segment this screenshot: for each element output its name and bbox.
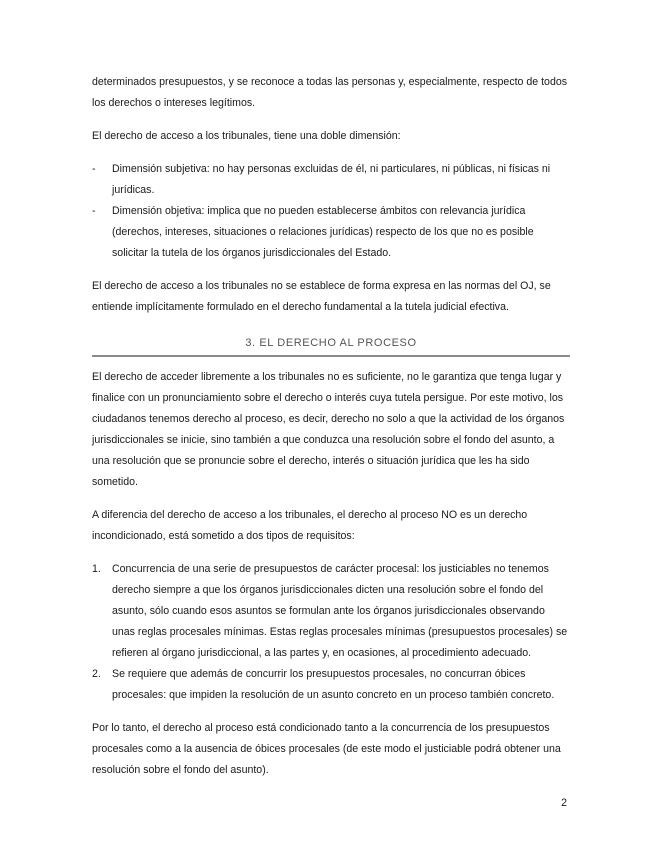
dimensions-list bbox=[92, 159, 570, 264]
paragraph-dual-dimension-intro: El derecho de acceso a los tribunales, tiene una doble dimensión: bbox=[92, 130, 401, 142]
bullet-marker: - bbox=[92, 205, 96, 217]
list-item-text: Dimensión subjetiva: no hay personas excluidas de él, ni particulares, ni públicas, ni físicas ni jurídicas. bbox=[112, 163, 551, 196]
paragraph-right-to-process: El derecho de acceder libremente a los tribunales no es suficiente, no le garantiza que tenga lugar y finalice con un pronunciamiento sobre el derecho o interés cuya tutela persigue. Por este motivo, los ciudadanos tenemos derecho al proceso, es decir, derecho no solo a que la actividad de los órganos jurisdiccionales se inicie, sino también a que conduzca una resolución sobre el fondo del asunto, a una resolución que se pronuncie sobre el derecho, interés o situación jurídica que les ha sido sometido. bbox=[92, 371, 565, 488]
paragraph-requirements-intro: A diferencia del derecho de acceso a los tribunales, el derecho al proceso NO es un derecho incondicionado, está sometido a dos tipos de requisitos: bbox=[92, 509, 528, 542]
list-item-text: Se requiere que además de concurrir los presupuestos procesales, no concurran óbices procesales: que impiden la resolución de un asunto concreto en un proceso también concreto. bbox=[112, 668, 555, 701]
list-item-text: Concurrencia de una serie de presupuestos de carácter procesal: los justiciables no tenemos derecho siempre a que los órganos jurisdiccionales dicten una resolución sobre el fondo del asunto, sólo cuando esos asuntos se formulan ante los órganos jurisdiccionales observando unas reglas procesales mínimas. Estas reglas procesales mínimas (presupuestos procesales) se refieren al órgano jurisdiccional, a las partes y, en ocasiones, al procedimiento adecuado. bbox=[112, 563, 568, 659]
bullet-marker: - bbox=[92, 163, 96, 175]
list-item-text: Dimensión objetiva: implica que no pueden establecerse ámbitos con relevancia jurídica (derechos, intereses, situaciones o relaciones jurídicas) respecto de los que no es posible solicitar la tutela de los órganos jurisdiccionales del Estado. bbox=[112, 205, 534, 259]
requirements-list bbox=[92, 559, 570, 706]
list-item-procedural-obstacles bbox=[92, 664, 570, 706]
number-marker: 2. bbox=[92, 668, 101, 680]
list-item-procedural-presuppositions bbox=[92, 559, 570, 664]
number-marker: 1. bbox=[92, 563, 101, 575]
list-item-objective-dimension bbox=[92, 201, 570, 264]
list-item-subjective-dimension bbox=[92, 159, 570, 201]
paragraph-conclusion: Por lo tanto, el derecho al proceso está condicionado tanto a la concurrencia de los presupuestos procesales como a la ausencia de óbices procesales (de este modo el justiciable podrá obtener una resolución sobre el fondo del asunto). bbox=[92, 722, 561, 776]
section-heading: 3. EL DERECHO AL PROCESO bbox=[92, 334, 570, 357]
page-body bbox=[92, 72, 570, 793]
paragraph-continuation: determinados presupuestos, y se reconoce a todas las personas y, especialmente, respecto de todos los derechos o intereses legítimos. bbox=[92, 76, 568, 109]
paragraph-implicit-right: El derecho de acceso a los tribunales no se establece de forma expresa en las normas del OJ, se entiende implícitamente formulado en el derecho fundamental a la tutela judicial efectiva. bbox=[92, 280, 551, 313]
page-number: 2 bbox=[561, 797, 567, 809]
